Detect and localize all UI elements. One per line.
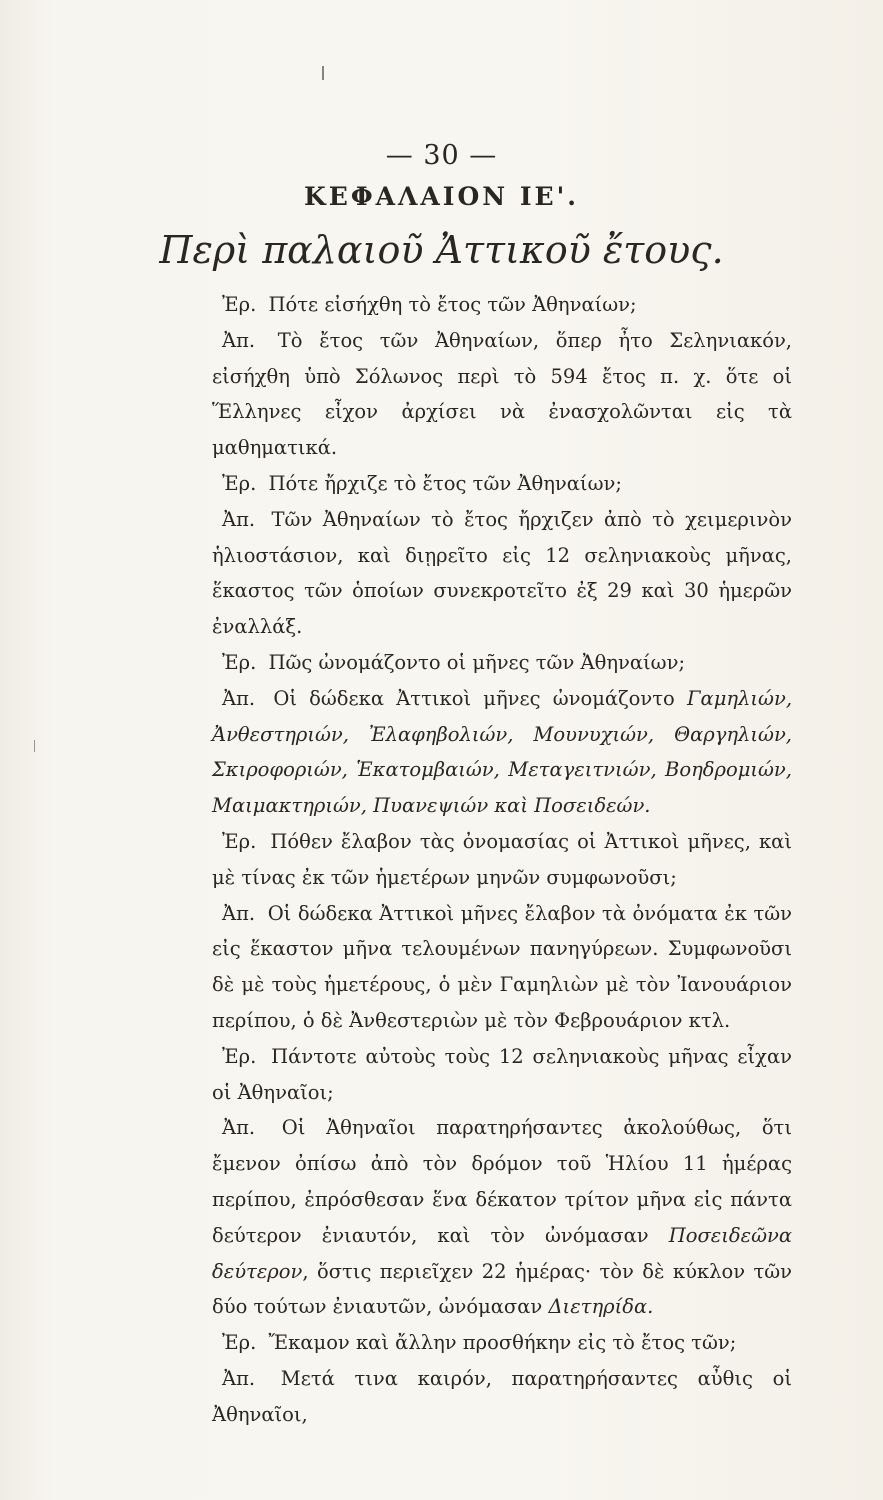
- paragraph-text: , ὅστις περιεῖχεν 22 ἡμέρας· τὸν δὲ κύκλον τῶν δύο τούτων ἐνιαυτῶν, ὠνόμασαν: [212, 1259, 792, 1319]
- italic-term: Ποσειδεῶνα δεύτερον: [212, 1223, 792, 1283]
- speaker-label: Ἀπ.: [222, 507, 256, 531]
- question-paragraph: [212, 824, 792, 896]
- page-number: — 30 —: [385, 140, 498, 171]
- speaker-label: Ἐρ.: [222, 1044, 257, 1068]
- paragraph-text: Πῶς ὠνομάζοντο οἱ μῆνες τῶν Ἀθηναίων;: [268, 650, 686, 674]
- answer-paragraph: [212, 1110, 792, 1325]
- paragraph-text: Μετά τινα καιρόν, παρατηρήσαντες αὖθις οἱ Ἀθηναῖοι,: [212, 1366, 793, 1426]
- speaker-label: Ἐρ.: [222, 829, 257, 853]
- question-paragraph: [212, 466, 792, 502]
- paragraph-text: Πότε εἰσήχθη τὸ ἔτος τῶν Ἀθηναίων;: [268, 293, 637, 316]
- italic-term: Διετηρίδα.: [548, 1295, 654, 1319]
- question-paragraph: [212, 645, 792, 681]
- speaker-label: Ἀπ.: [222, 901, 256, 925]
- speaker-label: Ἐρ.: [222, 650, 257, 674]
- body-text: [212, 287, 792, 1433]
- question-paragraph: [212, 1325, 792, 1361]
- speaker-label: Ἀπ.: [222, 1116, 256, 1140]
- paragraph-text: Ἔκαμον καὶ ἄλλην προσθήκην εἰς τὸ ἔτος τῶν;: [268, 1331, 737, 1355]
- paragraph-text: Πάντοτε αὐτοὺς τοὺς 12 σεληνιακοὺς μῆνας εἶχαν οἱ Ἀθηναῖοι;: [212, 1044, 792, 1104]
- question-paragraph: [212, 287, 792, 323]
- paragraph-text: Τὸ ἔτος τῶν Ἀθηναίων, ὅπερ ἦτο Σεληνιακόν, εἰσήχθη ὑπὸ Σόλωνος περὶ τὸ 594 ἔτος π. χ. ὅτε οἱ Ἕλληνες εἶχον ἀρχίσει νὰ ἐνασχολῶνται εἰς τὰ μαθηματικά.: [212, 328, 792, 460]
- paragraph-text: Τῶν Ἀθηναίων τὸ ἔτος ἤρχιζεν ἀπὸ τὸ χειμερινὸν ἡλιοστάσιον, καὶ διῃρεῖτο εἰς 12 σεληνιακοὺς μῆνας, ἕκαστος τῶν ὁποίων συνεκροτεῖτο ἐξ 29 καὶ 30 ἡμερῶν ἐναλλάξ.: [212, 507, 792, 639]
- answer-paragraph: [212, 323, 792, 466]
- answer-paragraph: [212, 896, 792, 1039]
- answer-paragraph: [212, 502, 792, 645]
- paragraph-text: Οἱ δώδεκα Ἀττικοὶ μῆνες ἔλαβον τὰ ὀνόματα ἐκ τῶν εἰς ἕκαστον μῆνα τελουμένων πανηγύρεων. Συμφωνοῦσι δὲ μὲ τοὺς ἡμετέρους, ὁ μὲν Γαμηλιὼν μὲ τὸν Ἰανουάριον περίπου, ὁ δὲ Ἀνθεστεριὼν μὲ τὸν Φεβρουάριον κτλ.: [212, 901, 792, 1032]
- speaker-label: Ἐρ.: [222, 293, 257, 316]
- question-paragraph: [212, 1039, 792, 1111]
- paragraph-text: Πόθεν ἔλαβον τὰς ὀνομασίας οἱ Ἀττικοὶ μῆνες, καὶ μὲ τίνας ἐκ τῶν ἡμετέρων μηνῶν συμφωνοῦσι;: [212, 829, 792, 889]
- speaker-label: Ἐρ.: [222, 471, 257, 495]
- answer-paragraph: [212, 1361, 792, 1433]
- month-names: Γαμηλιών, Ἀνθεστηριών, Ἐλαφηβολιών, Μουνυχιών, Θαργηλιών, Σκιροφοριών, Ἑκατομβαιών, Μεταγειτνιών, Βοηδρομιών, Μαιμακτηριών, Πυανεψιών καὶ Ποσειδεών.: [212, 686, 793, 818]
- paragraph-text: Πότε ἤρχιζε τὸ ἔτος τῶν Ἀθηναίων;: [268, 471, 622, 495]
- speaker-label: Ἐρ.: [222, 1331, 257, 1355]
- answer-paragraph: [212, 681, 792, 824]
- paragraph-text: Οἱ δώδεκα Ἀττικοὶ μῆνες ὠνομάζοντο: [273, 686, 675, 710]
- speaker-label: Ἀπ.: [222, 1366, 256, 1390]
- speaker-label: Ἀπ.: [222, 328, 256, 352]
- paragraph-text: Οἱ Ἀθηναῖοι παρατηρήσαντες ἀκολούθως, ὅτι ἔμενον ὀπίσω ἀπὸ τὸν δρόμον τοῦ Ἡλίου 11 ἡμέρας περίπου, ἐπρόσθεσαν ἕνα δέκατον τρίτον μῆνα εἰς πάντα δεύτερον ἐνιαυτόν, καὶ τὸν ὠνόμασαν: [212, 1116, 792, 1247]
- chapter-title: Περὶ παλαιοῦ Ἀττικοῦ ἔτους.: [159, 228, 724, 272]
- ink-mark: [34, 740, 35, 752]
- chapter-heading: ΚΕΦΑΛΑΙΟΝ ΙΕ'.: [304, 182, 579, 211]
- speaker-label: Ἀπ.: [222, 686, 256, 710]
- ink-mark: [322, 66, 324, 80]
